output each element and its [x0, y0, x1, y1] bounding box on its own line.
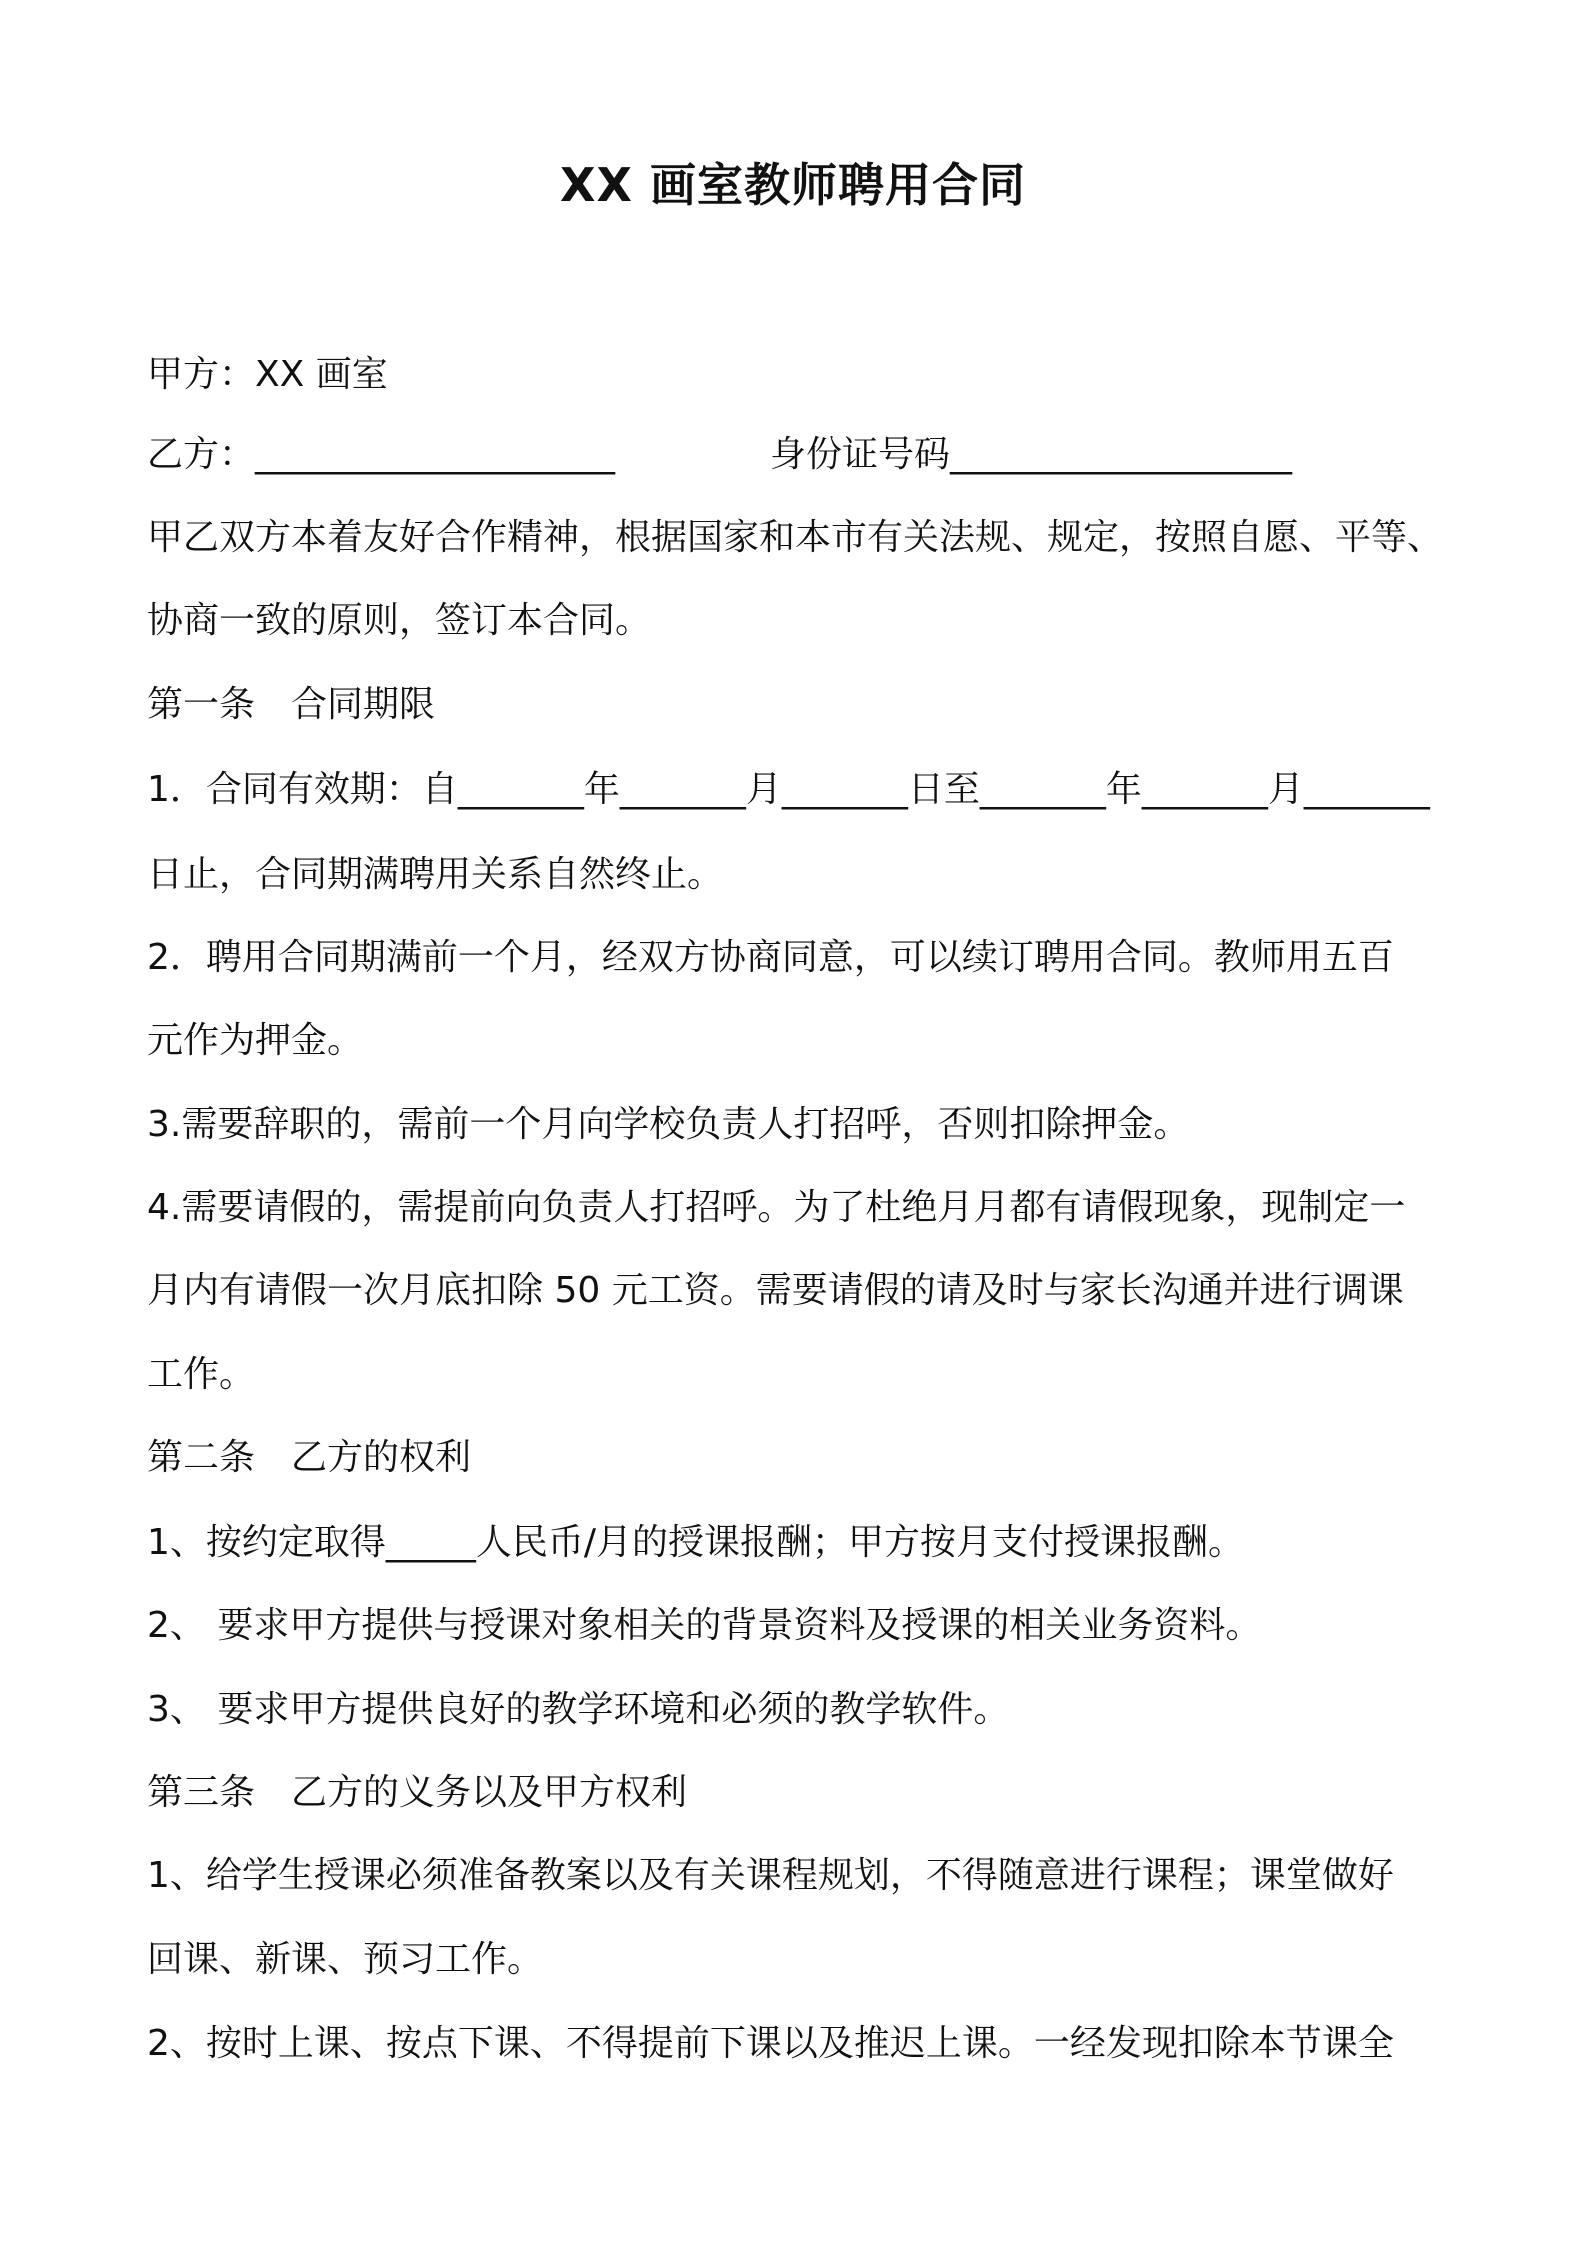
article-2-heading: 第二条 乙方的权利 — [147, 1437, 472, 1478]
article-1-item-2-line: 元作为押金。 — [147, 1020, 364, 1061]
article-1-item-1-line: 1．合同有效期：自_______年_______月_______日至_______年_______月_______ — [147, 769, 1430, 810]
article-1-item-4-line: 月内有请假一次月底扣除 50 元工资。需要请假的请及时与家长沟通并进行调课 — [147, 1270, 1404, 1311]
party-b-line: 乙方：____________________ — [147, 434, 616, 475]
article-3-item-2-line: 2、按时上课、按点下课、不得提前下课以及推迟上课。一经发现扣除本节课全 — [147, 2023, 1394, 2064]
article-1-item-3: 3.需要辞职的，需前一个月向学校负责人打招呼，否则扣除押金。 — [147, 1104, 1190, 1145]
party-a-line: 甲方：XX 画室 — [147, 354, 388, 395]
article-3-item-1-line: 1、给学生授课必须准备教案以及有关课程规划，不得随意进行课程；课堂做好 — [147, 1855, 1394, 1896]
article-3-heading: 第三条 乙方的义务以及甲方权利 — [147, 1772, 688, 1813]
article-1-heading: 第一条 合同期限 — [147, 684, 436, 725]
article-1-item-4-line: 工作。 — [147, 1354, 256, 1395]
article-1-item-1-line: 日止，合同期满聘用关系自然终止。 — [147, 854, 724, 895]
id-number-field: 身份证号码___________________ — [770, 434, 1293, 475]
article-2-item-2: 2、 要求甲方提供与授课对象相关的背景资料及授课的相关业务资料。 — [147, 1605, 1262, 1646]
document-title: XX 画室教师聘用合同 — [560, 158, 1026, 212]
intro-paragraph-line: 协商一致的原则，签订本合同。 — [147, 600, 652, 641]
article-1-item-2-line: 2．聘用合同期满前一个月，经双方协商同意，可以续订聘用合同。教师用五百 — [147, 937, 1394, 978]
article-2-item-3: 3、 要求甲方提供良好的教学环境和必须的教学软件。 — [147, 1689, 1010, 1730]
article-3-item-1-line: 回课、新课、预习工作。 — [147, 1939, 544, 1980]
intro-paragraph-line: 甲乙双方本着友好合作精神，根据国家和本市有关法规、规定，按照自愿、平等、 — [147, 517, 1444, 558]
article-2-item-1: 1、按约定取得_____人民币/月的授课报酬；甲方按月支付授课报酬。 — [147, 1522, 1245, 1563]
article-1-item-4-line: 4.需要请假的，需提前向负责人打招呼。为了杜绝月月都有请假现象，现制定一 — [147, 1187, 1406, 1228]
